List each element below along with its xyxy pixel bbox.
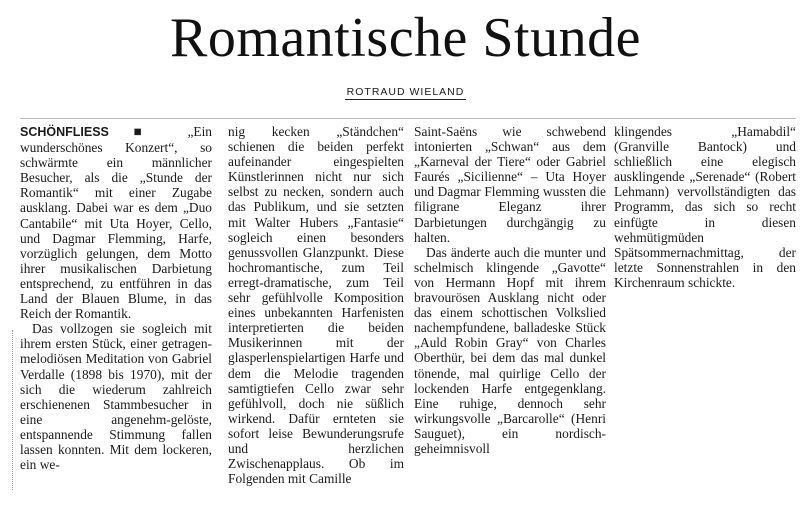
paragraph-text: „Ein wunderschönes Konzert“, so schwärmte ein männlicher Besucher, als die „Stunde der Romantik“ mit einer Zugabe ausklang. Dabei war es dem „Duo Cantabile“ mit Uta Hoyer, Cello, und Dagmar Flemming, Harfe, vorzüglich gelungen, dem Motto ihrer musikalischen Darbietung entsprechend, zu entführen in das Land der Blauen Blume, in das Reich der Romantik. (20, 124, 212, 322)
text-column-3 (414, 124, 606, 504)
paragraph: klingendes „Hamabdil“ (Granville Bantock) und schließlich eine elegisch ausklingende „Serenade“ (Robert Lehmann) vervollständigten das Programm, das sich so recht einfügte in diesen wehmütigmüden Spätsommernachmittag, der letzte Sonnenstrahlen in den Kirchenraum schickte. (614, 124, 796, 290)
dateline-square-icon: ■ (133, 124, 163, 139)
header-divider (20, 118, 796, 119)
text-column-4 (614, 124, 796, 504)
paragraph: Saint-Saëns wie schwebend intonierten „Schwan“ aus dem „Karneval der Tiere“ oder Gabriel Faurés „Sicilienne“ – Uta Hoyer und Dagmar Flemming wussten die filigrane Eleganz ihrer Darbietungen durchgängig zu halten. (414, 124, 606, 245)
article-byline: ROTRAUD WIELAND (346, 86, 465, 98)
paragraph: Das änderte auch die munter und schelmisch klingende „Gavotte“ von Hermann Hopf mit ihrem bravourösen Ausklang nicht oder das einem schottischen Volkslied nachempfundene, balladeske Stück „Auld Robin Gray“ von Charles Oberthür, bei dem das mal dunkel tönende, mal quirlige Cello der lockenden Harfe entgegenklang. Eine ruhige, dennoch sehr wirkungsvolle „Barcarolle“ (Henri Sauguet), ein nordisch-geheimnisvoll (414, 244, 606, 456)
dateline: SCHÖNFLIESS (20, 125, 109, 139)
byline-container (0, 80, 811, 100)
paragraph (20, 124, 212, 321)
margin-marking (12, 330, 13, 490)
text-column-2 (228, 124, 404, 504)
article-headline: Romantische Stunde (170, 7, 641, 69)
paragraph: nig kecken „Ständchen“ schienen die beiden perfekt aufeinander eingespielten Künstlerinnen nicht nur sich selbst zu necken, sondern auch das Publikum, und sie setzten mit Walter Hubers „Fantasie“ sogleich einen besonders genussvollen Glanzpunkt. Diese hochromantische, zum Teil erregt-dramatische, zum Teil sehr gefühlvolle Komposition eines unbekannten Harfenisten interpretierten die beiden Musikerinnen mit der glasperlenspielartigen Harfe und dem die Melodie tragenden samtigtiefen Cello zwar sehr gefühlvoll, doch nie süßlich wirkend. Dafür ernteten sie sofort leise Bewunderungsrufe und herzlichen Zwischenapplaus. Ob im Folgenden mit Camille (228, 124, 404, 487)
paragraph: Das vollzogen sie sogleich mit ihrem ersten Stück, einer getragen-melodiösen Meditation von Gabriel Verdalle (1898 bis 1970), mit der sich die wiederum zahlreich erschienenen Stammbesucher in eine angenehm-gelöste, entspannende Stimmung fallen lassen konnten. Mit dem lockeren, ein we- (20, 321, 212, 473)
text-column-1 (20, 124, 212, 504)
